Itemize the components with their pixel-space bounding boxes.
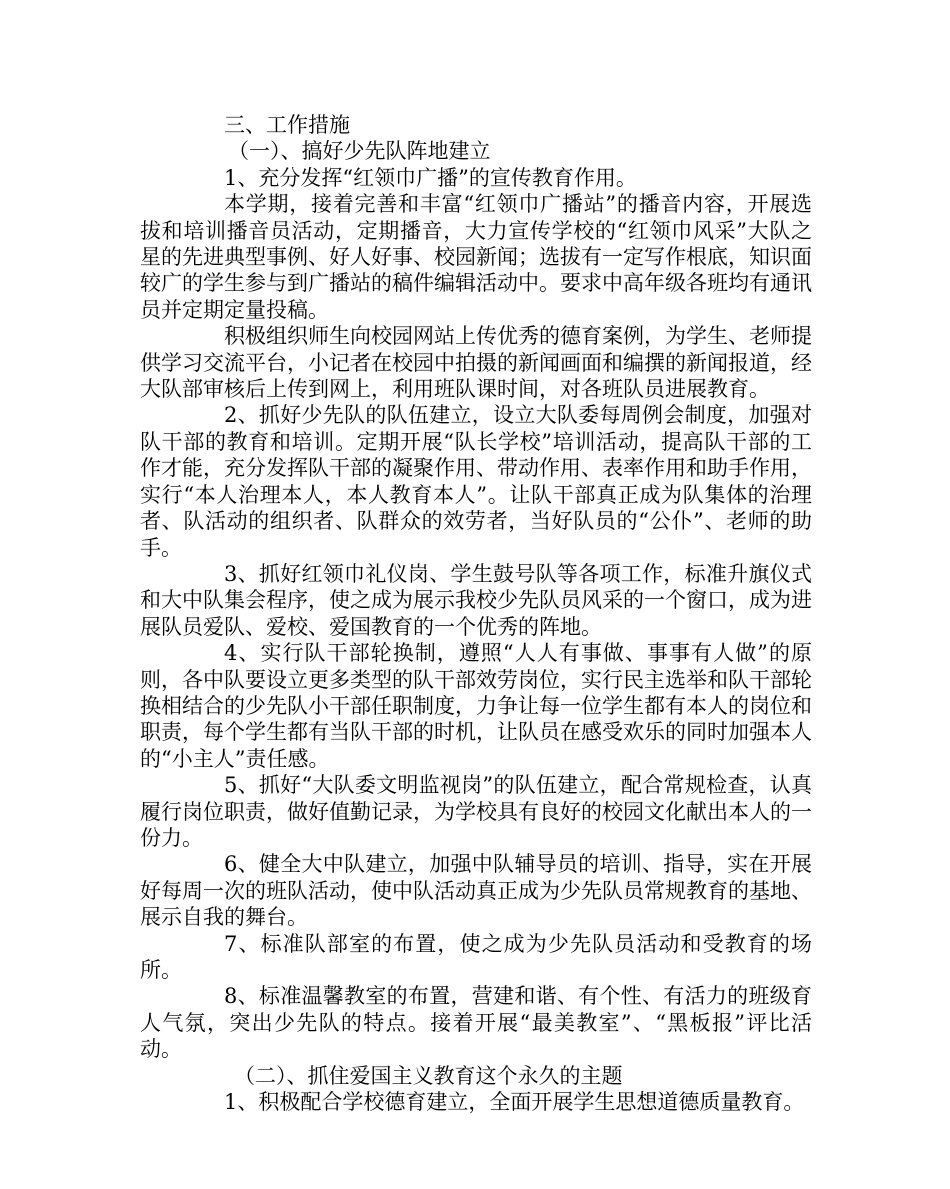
subsection-heading-1: （一）、搞好少先队阵地建立 <box>228 139 491 164</box>
paragraph-6: 4、实行队干部轮换制，遵照“人人有事做、事事有人做”的原则，各中队要设立更多类型的队干部效劳岗位，实行民主选举和队干部轮换相结合的少先队小干部任职制度，力争让每一位学生都有本人的岗位和职责，每个学生都有当队干部的时机，让队员在感受欢乐的同时加强本人的“小主人”责任感。 <box>140 641 812 771</box>
paragraph-4: 2、抓好少先队的队伍建立，设立大队委每周例会制度，加强对队干部的教育和培训。定期开展“队长学校”培训活动，提高队干部的工作才能，充分发挥队干部的凝聚作用、带动作用、表率作用和助手作用，实行“本人治理本人，本人教育本人”。让队干部真正成为队集体的治理者、队活动的组织者、队群众的效劳者，当好队员的“公仆”、老师的助手。 <box>140 403 812 560</box>
paragraph-2: 本学期，接着完善和丰富“红领巾广播站”的播音内容，开展选拔和培训播音员活动，定期播音，大力宣传学校的“红领巾风采”大队之星的先进典型事例、好人好事、校园新闻；选拔有一定写作根底，知识面较广的学生参与到广播站的稿件编辑活动中。要求中高年级各班均有通讯员并定期定量投稿。 <box>140 192 812 322</box>
paragraph-8: 6、健全大中队建立，加强中队辅导员的培训、指导，实在开展好每周一次的班队活动，使中队活动真正成为少先队员常规教育的基地、展示自我的舞台。 <box>140 852 812 930</box>
subsection-heading-2: （二）、抓住爱国主义教育这个永久的主题 <box>234 1063 623 1088</box>
paragraph-10: 8、标准温馨教室的布置，营建和谐、有个性、有活力的班级育人气氛，突出少先队的特点。接着开展“最美教室”、“黑板报”评比活动。 <box>140 984 812 1062</box>
paragraph-7: 5、抓好“大队委文明监视岗”的队伍建立，配合常规检查，认真履行岗位职责，做好值勤记录，为学校具有良好的校园文化献出本人的一份力。 <box>140 773 812 850</box>
paragraph-11: 1、积极配合学校德育建立，全面开展学生思想道德质量教育。 <box>224 1090 805 1115</box>
section-heading: 三、工作措施 <box>224 113 350 137</box>
paragraph-3: 积极组织师生向校园网站上传优秀的德育案例，为学生、老师提供学习交流平台，小记者在校园中拍摄的新闻画面和编撰的新闻报道，经大队部审核后上传到网上，利用班队课时间，对各班队员进展教育。 <box>140 324 812 402</box>
paragraph-1: 1、充分发挥“红领巾广播”的宣传教育作用。 <box>224 165 637 190</box>
paragraph-5: 3、抓好红领巾礼仪岗、学生鼓号队等各项工作，标准升旗仪式和大中队集会程序，使之成为展示我校少先队员风采的一个窗口，成为进展队员爱队、爱校、爱国教育的一个优秀的阵地。 <box>140 561 812 639</box>
paragraph-9: 7、标准队部室的布置，使之成为少先队员活动和受教育的场所。 <box>140 931 812 982</box>
document-body <box>140 112 812 1115</box>
